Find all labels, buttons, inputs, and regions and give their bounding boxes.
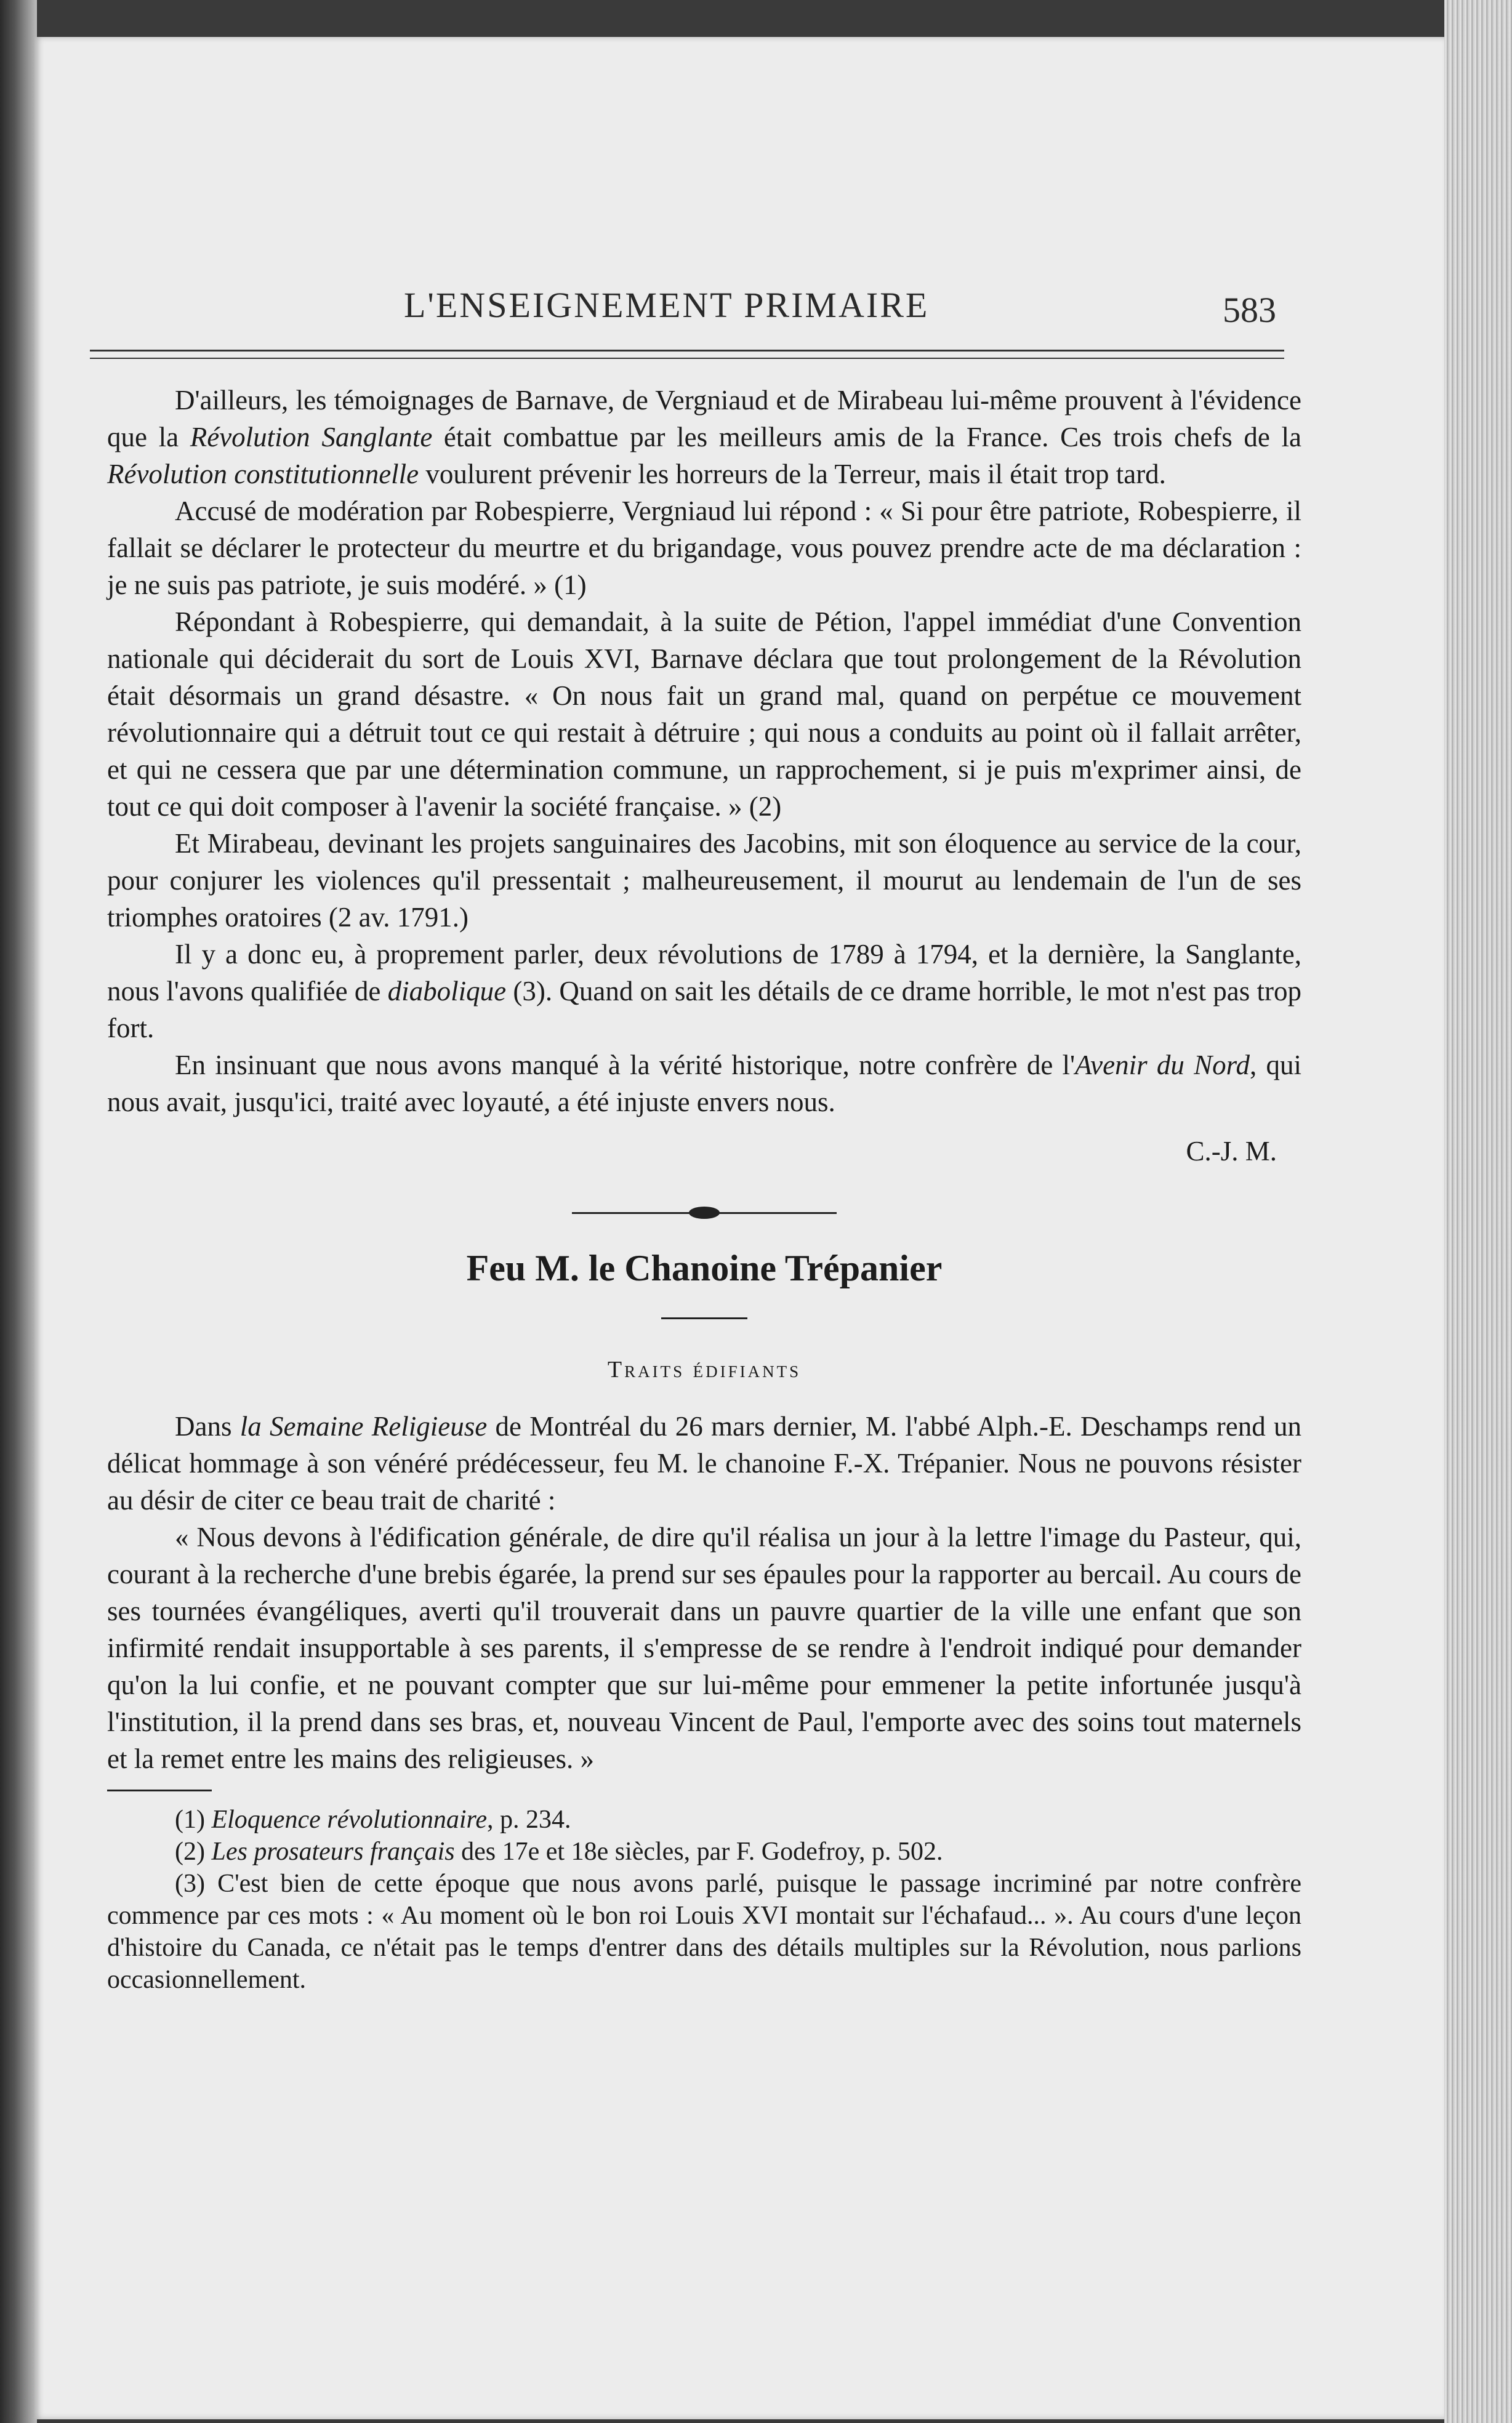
footnote-2 xyxy=(107,1836,1301,1868)
page-number: 583 xyxy=(1223,290,1276,330)
article1-paragraph-1 xyxy=(107,382,1301,492)
page-body xyxy=(107,382,1301,1996)
text-run: En insinuant que nous avons manqué à la vérité historique, notre confrère de l' xyxy=(175,1050,1076,1080)
section-ornament xyxy=(572,1207,837,1219)
text-run: était combattue par les meilleurs amis de la France. Ces trois chefs de la xyxy=(432,422,1302,452)
article-subtitle: Traits édifiants xyxy=(607,1357,802,1383)
article2-paragraph-2: « Nous devons à l'édification générale, de dire qu'il réalisa un jour à la lettre l'image du Pasteur, qui, courant à la recherche d'une brebis égarée, la prend sur ses épaules pour la rapporter au bercail. Au cours de ses tournées évangéliques, averti qu'il trouverait dans un pauvre quartier de la ville une enfant que son infirmité rendait insupportable à ses parents, il s'empresse de se rendre à l'endroit indiqué pour demander qu'on la lui confie, et ne pouvant compter que sur lui-même pour emmener la petite infortunée jusqu'à l'institution, il la prend dans ses bras, et, nouveau Vincent de Paul, l'emporte avec des soins tout maternels et la remet entre les mains des religieuses. » xyxy=(107,1522,1301,1774)
text-run: de Montréal du 26 mars dernier, M. l'abbé Alph.-E. Deschamps rend un délicat hommage à son vénéré prédécesseur, feu M. le chanoine F.-X. Trépanier. Nous ne pouvons résister au désir de citer ce beau trait de charité : xyxy=(107,1411,1301,1516)
italic-run: la Semaine Religieuse xyxy=(239,1411,488,1442)
article1-paragraph-2: Accusé de modération par Robespierre, Vergniaud lui répond : « Si pour être patriote, Robespierre, il fallait se déclarer le protecteur du meurtre et du brigandage, vous pouvez prendre acte de ma déclaration : je ne suis pas patriote, je suis modéré. » (1) xyxy=(107,496,1301,600)
article1-paragraph-3: Répondant à Robespierre, qui demandait, à la suite de Pétion, l'appel immédiat d'une Convention nationale qui déciderait du sort de Louis XVI, Barnave déclara que tout prolongement de la Révolution était désormais un grand désastre. « On nous fait un grand mal, quand on perpétue ce mouvement révolutionnaire qui a détruit tout ce qui restait à détruire ; qui nous a conduits au point où il fallait arrêter, et qui ne cessera que par une détermination commune, un rapprochement, si je puis m'exprimer ainsi, de tout ce qui doit composer à l'avenir la société française. » (2) xyxy=(107,606,1301,822)
text-run: D'ailleurs, les témoignages de Barnave, de Vergniaud et de Mirabeau lui-même prouvent à l'évidence que la xyxy=(107,385,1301,452)
header-double-rule xyxy=(90,350,1284,359)
running-head: L'ENSEIGNEMENT PRIMAIRE xyxy=(404,285,930,325)
title-rule xyxy=(661,1317,747,1319)
book-binding-edge xyxy=(0,0,37,2423)
article1-paragraph-4: Et Mirabeau, devinant les projets sanguinaires des Jacobins, mit son éloquence au service de la cour, pour conjurer les violences qu'il pressentait ; malheureusement, il mourut au lendemain de l'un de ses triomphes oratoires (2 av. 1791.) xyxy=(107,828,1301,933)
page-header xyxy=(34,246,1444,330)
page-stack-edge xyxy=(1444,0,1512,2423)
text-run: voulurent prévenir les horreurs de la Terreur, mais il était trop tard. xyxy=(419,459,1166,489)
ornament-center xyxy=(689,1207,720,1219)
footnote-1 xyxy=(107,1804,1301,1836)
footnote-rule xyxy=(107,1790,212,1791)
text-run: (3). Quand on sait les détails de ce drame horrible, le mot n'est pas trop fort. xyxy=(107,976,1301,1043)
article1-paragraph-6 xyxy=(107,1047,1301,1120)
text-run: , p. 234. xyxy=(486,1806,571,1834)
footnote-3: (3) C'est bien de cette époque que nous avons parlé, puisque le passage incriminé par notre confrère commence par ces mots : « Au moment où le bon roi Louis XVI montait sur l'échafaud... ». Au cours d'une leçon d'histoire du Canada, ce n'était pas le temps d'entrer dans des détails multiples sur la Révolution, nous parlions occasionnellement. xyxy=(107,1870,1301,1994)
article-title: Feu M. le Chanoine Trépanier xyxy=(466,1248,943,1288)
italic-run: Révolution constitutionnelle xyxy=(107,459,419,489)
article2-paragraph-1 xyxy=(107,1408,1301,1519)
article1-paragraph-5 xyxy=(107,936,1301,1047)
book-page xyxy=(34,37,1444,2419)
italic-run: Les prosateurs français xyxy=(211,1838,455,1866)
text-run: Dans xyxy=(175,1411,240,1442)
italic-run: Avenir du Nord xyxy=(1075,1050,1250,1080)
italic-run: Révolution Sanglante xyxy=(190,422,433,452)
text-run: (2) xyxy=(175,1838,212,1866)
italic-run: diabolique xyxy=(387,976,507,1007)
text-run: Il y a donc eu, à proprement parler, deux révolutions de 1789 à 1794, et la dernière, la Sanglante, nous l'avons qualifiée de xyxy=(107,939,1301,1007)
text-run: des 17e et 18e siècles, par F. Godefroy, p. 502. xyxy=(454,1838,943,1866)
author-signature: C.-J. M. xyxy=(1186,1136,1277,1167)
text-run: (1) xyxy=(175,1806,212,1834)
italic-run: Eloquence révolutionnaire xyxy=(211,1806,487,1834)
text-run: , qui nous avait, jusqu'ici, traité avec loyauté, a été injuste envers nous. xyxy=(107,1050,1302,1117)
